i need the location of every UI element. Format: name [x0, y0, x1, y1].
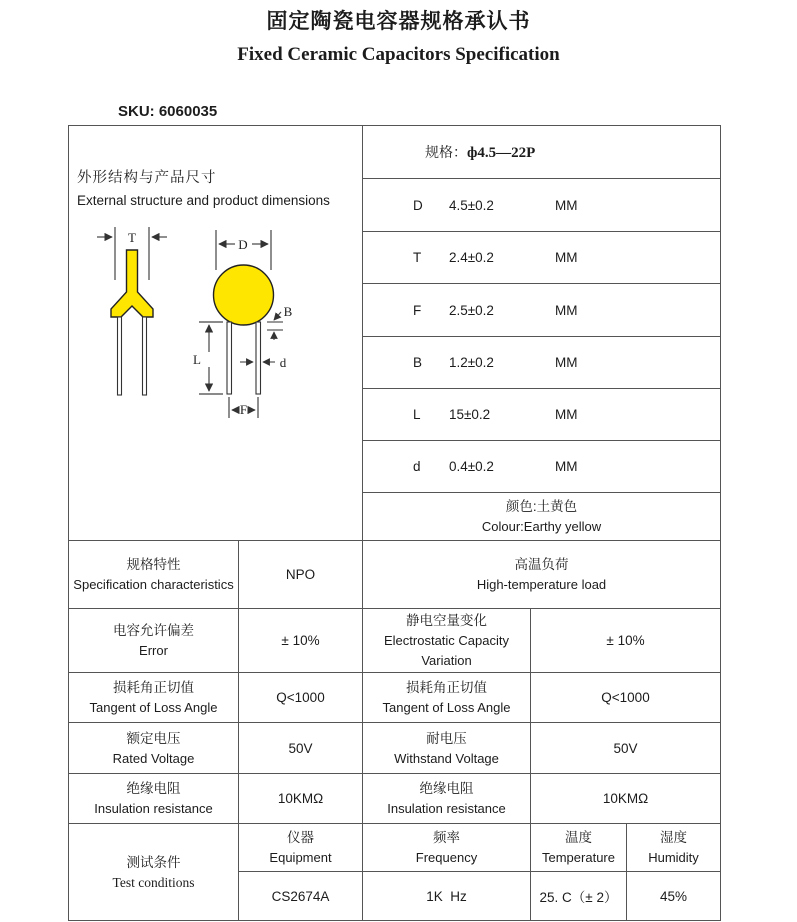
dim-symbol: B	[413, 355, 423, 370]
spec-header-row	[69, 126, 721, 179]
label-en: High-temperature load	[476, 577, 607, 592]
dim-label-d: d	[279, 355, 287, 370]
value-rated-voltage: 50V	[239, 723, 363, 774]
label-en: Test conditions	[112, 874, 195, 890]
value-error: ± 10%	[239, 609, 363, 673]
label-zh: 额定电压	[126, 730, 181, 746]
dim-value: 2.5±0.2	[449, 302, 494, 318]
dimension-cell-L	[363, 389, 721, 441]
dimension-cell-B	[363, 337, 721, 389]
dim-symbol: d	[413, 459, 421, 474]
spec-header-cell	[363, 126, 721, 179]
capacitor-diagram	[85, 222, 362, 430]
spec-header-prefix: 规格：	[425, 144, 467, 160]
spec-row-tangent	[69, 673, 721, 723]
dim-value: 1.2±0.2	[449, 355, 494, 370]
spec-row-characteristics	[69, 541, 721, 609]
dim-label-D: D	[238, 237, 248, 252]
label-specification-characteristics	[69, 541, 239, 609]
dim-unit: MM	[555, 250, 578, 265]
sku-label: SKU: 6060035	[118, 103, 218, 120]
dim-unit: MM	[555, 407, 578, 422]
value-withstand-voltage: 50V	[531, 723, 721, 774]
dim-symbol: D	[413, 197, 423, 213]
label-error	[69, 609, 239, 673]
spec-row-insulation	[69, 774, 721, 824]
label-en: Insulation resistance	[387, 801, 506, 816]
dim-value: 15±0.2	[449, 407, 491, 422]
label-tangent-loss-angle	[69, 673, 239, 723]
structure-label-zh: 外形结构与产品尺寸	[77, 170, 217, 186]
column-zh: 湿度	[660, 830, 687, 845]
page-title-zh: 固定陶瓷电容器规格承认书	[266, 8, 531, 33]
dim-unit: MM	[555, 459, 578, 474]
label-zh: 规格特性	[126, 557, 181, 572]
dimension-cell-F	[363, 284, 721, 337]
value-insulation-resistance-2: 10KMΩ	[531, 774, 721, 824]
value-specification-characteristics: NPO	[239, 541, 363, 609]
label-zh: 静电空量变化	[406, 613, 487, 628]
label-rated-voltage	[69, 723, 239, 774]
structure-cell	[69, 126, 363, 541]
column-header-frequency	[363, 824, 531, 872]
column-zh: 仪器	[287, 830, 314, 845]
label-insulation-resistance-2	[363, 774, 531, 824]
dimension-cell-d	[363, 441, 721, 493]
label-electrostatic-capacity-variation	[363, 609, 531, 673]
capacitor-body-side	[111, 250, 153, 317]
spec-row-voltage	[69, 723, 721, 774]
value-tangent-loss-angle-2: Q<1000	[531, 673, 721, 723]
label-en: Withstand Voltage	[394, 750, 499, 766]
page-title-en: Fixed Ceramic Capacitors Specification	[237, 44, 560, 65]
dim-symbol: T	[413, 250, 422, 265]
color-zh: 颜色:土黄色	[505, 499, 578, 514]
label-en: Insulation resistance	[94, 801, 213, 816]
dim-symbol: F	[413, 302, 422, 318]
value-temperature: 25. C（± 2）	[531, 872, 627, 921]
dim-symbol: L	[413, 407, 421, 422]
label-withstand-voltage	[363, 723, 531, 774]
dim-l-marks	[199, 322, 223, 394]
label-zh: 测试条件	[126, 854, 181, 870]
side-lead-right	[143, 317, 147, 395]
column-en: Humidity	[648, 850, 699, 865]
dim-label-L: L	[193, 352, 201, 367]
column-en: Frequency	[415, 850, 478, 865]
label-zh: 损耗角正切值	[113, 680, 194, 695]
label-en: Tangent of Loss Angle	[89, 700, 218, 715]
column-en: Equipment	[269, 850, 332, 865]
label-test-conditions	[69, 824, 239, 921]
label-en: Error	[139, 643, 168, 658]
value-tangent-loss-angle: Q<1000	[239, 673, 363, 723]
capacitor-diagram-svg	[85, 222, 345, 427]
label-tangent-loss-angle-2	[363, 673, 531, 723]
label-zh: 损耗角正切值	[406, 680, 487, 695]
capacitor-disc	[214, 265, 274, 325]
front-lead-left	[227, 322, 232, 394]
structure-labels	[69, 126, 362, 212]
value-equipment: CS2674A	[239, 872, 363, 921]
value-electrostatic-capacity-variation: ± 10%	[531, 609, 721, 673]
dim-b-marks	[267, 312, 283, 340]
value-humidity: 45%	[627, 872, 721, 921]
label-insulation-resistance	[69, 774, 239, 824]
color-en: Colour:Earthy yellow	[481, 519, 602, 534]
test-conditions-header-row	[69, 824, 721, 872]
spec-table	[68, 125, 721, 921]
column-en: Temperature	[542, 850, 615, 865]
column-zh: 温度	[565, 830, 592, 845]
column-header-equipment	[239, 824, 363, 872]
color-cell	[363, 493, 721, 541]
label-zh: 绝缘电阻	[126, 781, 181, 796]
dim-value: 0.4±0.2	[449, 459, 494, 474]
column-header-temperature	[531, 824, 627, 872]
label-en: Specification characteristics	[73, 577, 234, 592]
dim-unit: MM	[555, 302, 578, 318]
dim-unit: MM	[555, 197, 578, 213]
value-insulation-resistance: 10KMΩ	[239, 774, 363, 824]
dim-label-F: F	[239, 402, 248, 417]
label-high-temperature-load	[363, 541, 721, 609]
front-lead-right	[256, 322, 261, 394]
side-lead-left	[118, 317, 122, 395]
dim-unit: MM	[555, 355, 578, 370]
value-frequency: 1K Hz	[363, 872, 531, 921]
label-en: Electrostatic Capacity Variation	[384, 633, 509, 668]
structure-label-en: External structure and product dimensions	[77, 193, 330, 208]
dimension-cell-T	[363, 232, 721, 284]
label-zh: 绝缘电阻	[419, 781, 474, 796]
label-zh: 电容允许偏差	[113, 623, 194, 638]
column-header-humidity	[627, 824, 721, 872]
label-en: Rated Voltage	[112, 750, 195, 766]
label-zh: 高温负荷	[514, 557, 569, 572]
label-zh: 耐电压	[426, 730, 467, 746]
dim-value: 4.5±0.2	[449, 197, 494, 213]
spec-row-error	[69, 609, 721, 673]
dim-label-T: T	[128, 230, 136, 245]
column-zh: 频率	[433, 830, 460, 845]
dim-value: 2.4±0.2	[449, 250, 494, 265]
dim-label-B: B	[283, 304, 293, 319]
label-en: Tangent of Loss Angle	[382, 700, 511, 715]
spec-header-value: ф4.5—22P	[467, 145, 536, 161]
dimension-cell-D	[363, 179, 721, 232]
